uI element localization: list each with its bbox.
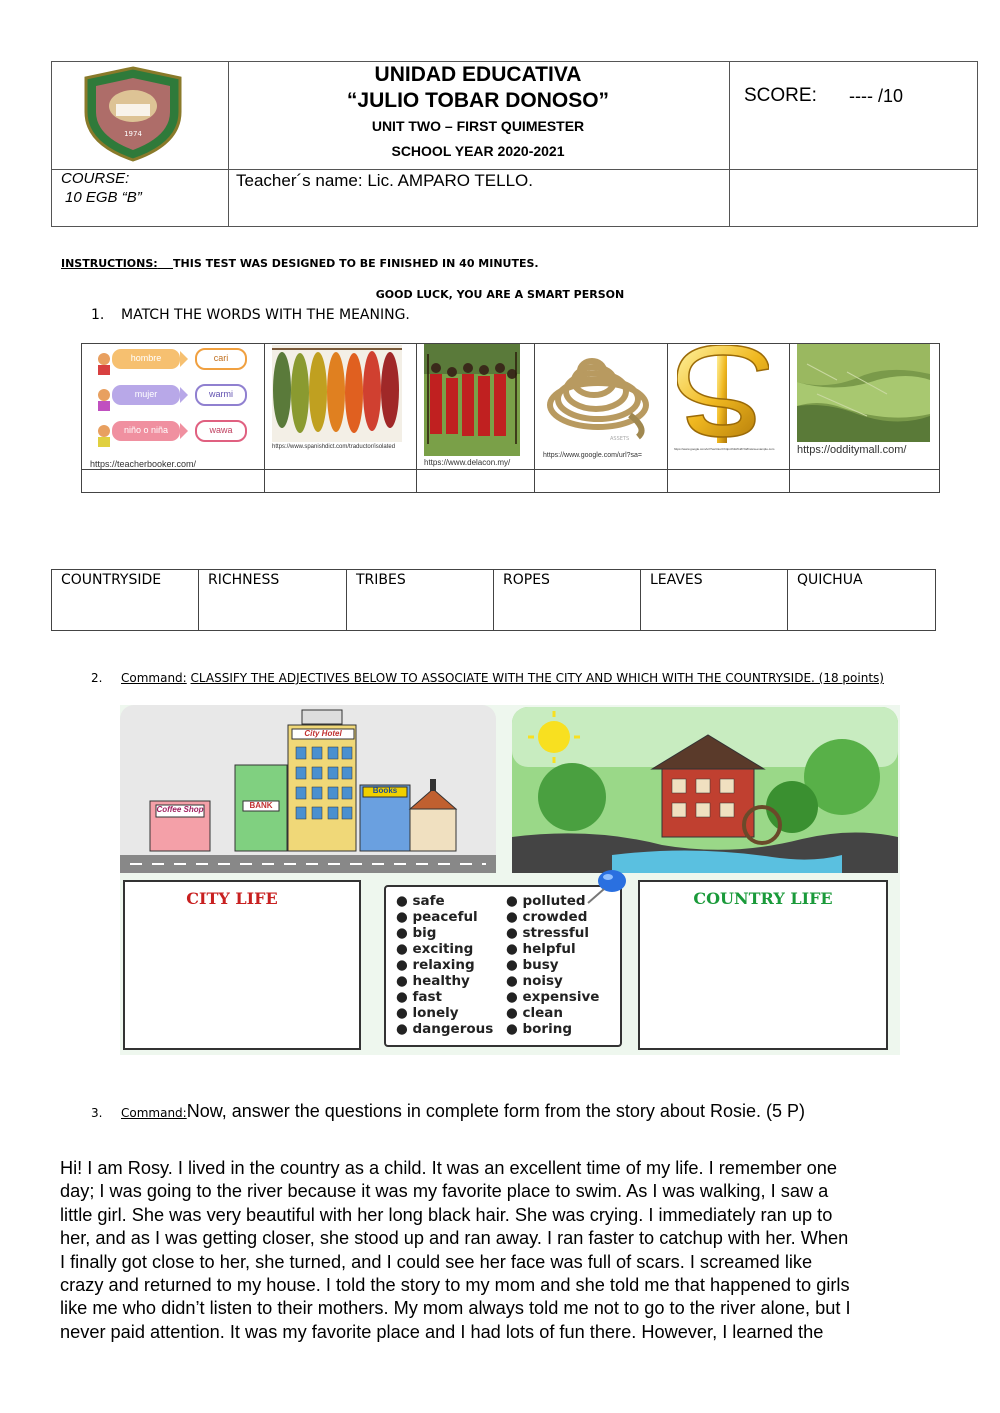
- adjectives-column-right: [506, 893, 599, 1037]
- bullet-icon: ●: [506, 973, 523, 989]
- country-illustration: [512, 707, 898, 873]
- adjective-label: big: [412, 925, 437, 941]
- word-quichua: QUICHUA: [797, 572, 863, 588]
- teacher-name: Teacher´s name: Lic. AMPARO TELLO.: [236, 171, 533, 190]
- adjective-label: dangerous: [412, 1021, 494, 1037]
- bullet-icon: ●: [396, 989, 413, 1005]
- bullet-icon: ●: [396, 941, 413, 957]
- bullet-icon: ●: [506, 941, 523, 957]
- citation-2: https://www.spanishdict.com/traductor/isolated: [272, 444, 396, 450]
- q1-instruction: MATCH THE WORDS WITH THE MEANING.: [121, 307, 410, 323]
- card-left-3: niño o niña: [123, 425, 169, 435]
- citation-6: https://odditymall.com/: [797, 444, 907, 456]
- bullet-icon: ●: [506, 1005, 523, 1021]
- adjectives-list: [384, 885, 622, 1047]
- bullet-icon: ●: [506, 909, 523, 925]
- pushpin-icon: [582, 867, 630, 907]
- word-ropes: ROPES: [494, 570, 641, 630]
- logo-year: 1974: [124, 130, 142, 138]
- adjective-label: fast: [412, 989, 442, 1005]
- card-left-1: hombre: [130, 353, 162, 363]
- rope-watermark: ASSETS: [610, 436, 630, 442]
- country-life-title: COUNTRY LIFE: [693, 889, 833, 908]
- citation-4: https://www.google.com/url?sa=: [543, 452, 643, 459]
- q3-number: 3.: [91, 1106, 103, 1120]
- adjective-item[interactable]: [506, 957, 599, 973]
- adjective-label: safe: [412, 893, 445, 909]
- score-label: SCORE:: [744, 85, 817, 106]
- answer-cell-5[interactable]: [667, 469, 788, 492]
- sign-books: Books: [372, 786, 398, 795]
- school-name: UNIDAD EDUCATIVA: [374, 63, 582, 86]
- word-leaves: LEAVES: [641, 570, 788, 630]
- score-value[interactable]: ---- /10: [849, 86, 903, 106]
- adjective-label: relaxing: [412, 957, 475, 973]
- bullet-icon: ●: [506, 957, 523, 973]
- adjective-item[interactable]: [506, 925, 599, 941]
- q2-command: Command: CLASSIFY THE ADJECTIVES BELOW TO ASSOCIATE WITH THE CITY AND WHICH WITH THE COUNTRYSIDE. (18 points): [121, 671, 884, 685]
- adjective-label: expensive: [522, 989, 600, 1005]
- bullet-icon: ●: [506, 989, 523, 1005]
- school-name-quoted: “JULIO TOBAR DONOSO”: [346, 89, 610, 112]
- school-year: SCHOOL YEAR 2020-2021: [391, 143, 565, 159]
- tribes-image: [424, 344, 520, 456]
- adjective-item[interactable]: [506, 909, 599, 925]
- bullet-icon: ●: [396, 973, 413, 989]
- unit-title: UNIT TWO – FIRST QUIMESTER: [371, 118, 585, 134]
- q2-number: 2.: [91, 671, 103, 685]
- story-line: never paid attention. It was my favorite place and I had lots of fun there. However, I learned the: [60, 1321, 824, 1342]
- citation-1: https://teacherbooker.com/: [90, 459, 197, 469]
- city-country-graphic: [120, 705, 900, 1055]
- good-luck: GOOD LUCK, YOU ARE A SMART PERSON: [375, 288, 625, 301]
- adjective-label: stressful: [522, 925, 589, 941]
- school-logo: [76, 64, 190, 164]
- word-tribes: TRIBES: [347, 570, 494, 630]
- bullet-icon: ●: [396, 1021, 413, 1037]
- bullet-icon: ●: [396, 893, 413, 909]
- answer-cell-6[interactable]: [789, 469, 939, 492]
- adjective-item[interactable]: [506, 989, 599, 1005]
- course-value: 10 EGB “B”: [65, 189, 142, 206]
- rosie-story: [60, 1157, 960, 1344]
- adjective-item[interactable]: [396, 893, 493, 909]
- course-label: COURSE:: [61, 170, 130, 187]
- q3-command: Command:Now, answer the questions in complete form from the story about Rosie. (5 P): [121, 1101, 805, 1121]
- story-line: her, and as I was getting closer, she stood up and ran away. I ran faster to catchup with her. When: [60, 1228, 849, 1249]
- story-line: little girl. She was very beautiful with her long black hair. She was crying. I immediately ran up to: [60, 1204, 833, 1225]
- adjective-item[interactable]: [506, 973, 599, 989]
- adjective-item[interactable]: [396, 1005, 493, 1021]
- adjective-label: noisy: [522, 973, 563, 989]
- answer-cell-1[interactable]: [82, 469, 263, 492]
- citation-5: https://www.google.com/url?sa=i&url=https%3A%2F%2Fwww.example.com: [674, 447, 775, 451]
- bullet-icon: ●: [396, 925, 413, 941]
- adjective-item[interactable]: [396, 909, 493, 925]
- story-line: day; I was going to the river because it was my favorite place to swim. As I was walking, I saw a: [60, 1181, 829, 1202]
- adjective-label: lonely: [412, 1005, 459, 1021]
- card-right-2: warmi: [209, 389, 233, 399]
- city-life-box[interactable]: [123, 880, 361, 1050]
- adjective-label: crowded: [522, 909, 588, 925]
- countryside-image: [797, 344, 930, 442]
- dollar-image: [677, 345, 769, 445]
- adjective-label: clean: [522, 1005, 563, 1021]
- card-right-3: wawa: [209, 425, 233, 435]
- bullet-icon: ●: [506, 893, 523, 909]
- city-life-title: CITY LIFE: [186, 889, 278, 908]
- sign-hotel: City Hotel: [304, 729, 342, 738]
- adjective-label: busy: [522, 957, 559, 973]
- adjective-label: healthy: [412, 973, 470, 989]
- adjective-item[interactable]: [506, 1005, 599, 1021]
- q1-number: 1.: [91, 307, 105, 323]
- adjective-label: helpful: [522, 941, 576, 957]
- adjective-item[interactable]: [396, 957, 493, 973]
- card-left-2: mujer: [134, 389, 158, 399]
- answer-cell-4[interactable]: [534, 469, 666, 492]
- citation-3: https://www.delacon.my/: [424, 458, 511, 467]
- adjective-item[interactable]: [396, 941, 493, 957]
- word-table: [51, 569, 936, 631]
- bullet-icon: ●: [506, 1021, 523, 1037]
- country-life-box[interactable]: [638, 880, 888, 1050]
- leaves-image: [272, 345, 402, 442]
- bullet-icon: ●: [506, 925, 523, 941]
- adjective-item[interactable]: [396, 925, 493, 941]
- adjectives-column-left: [396, 893, 493, 1037]
- adjective-item[interactable]: [506, 941, 599, 957]
- adjective-item[interactable]: [396, 973, 493, 989]
- instructions: INSTRUCTIONS: THIS TEST WAS DESIGNED TO BE FINISHED IN 40 MINUTES.: [61, 257, 539, 270]
- quichua-cards-image: [92, 345, 252, 455]
- sign-coffee-shop: Coffee Shop: [156, 805, 204, 814]
- answer-cell-3[interactable]: [416, 469, 533, 492]
- story-line: crazy and returned to my house. I told the story to my mom and she told me that happened to girls: [60, 1275, 850, 1296]
- ropes-image: [540, 345, 656, 445]
- adjective-item[interactable]: [396, 1021, 493, 1037]
- adjective-label: exciting: [412, 941, 474, 957]
- bullet-icon: ●: [396, 1005, 413, 1021]
- card-right-1: cari: [213, 353, 229, 363]
- adjective-label: boring: [522, 1021, 572, 1037]
- word-richness: RICHNESS: [199, 570, 347, 630]
- bullet-icon: ●: [396, 909, 413, 925]
- adjective-label: polluted: [522, 893, 586, 909]
- adjective-item[interactable]: [506, 1021, 599, 1037]
- story-line: Hi! I am Rosy. I lived in the country as a child. It was an excellent time of my life. I remember one: [60, 1158, 837, 1178]
- word-countryside: COUNTRYSIDE: [52, 570, 199, 630]
- answer-cell-2[interactable]: [264, 469, 415, 492]
- adjective-item[interactable]: [396, 989, 493, 1005]
- story-line: I finally got close to her, she turned, and I could see her face was full of scars. I screamed like: [60, 1251, 813, 1272]
- bullet-icon: ●: [396, 957, 413, 973]
- sign-bank: BANK: [249, 801, 273, 810]
- adjective-label: peaceful: [412, 909, 478, 925]
- story-line: like me who didn’t listen to their mothers. My mom always told me not to go to the river alone, but I: [60, 1298, 851, 1319]
